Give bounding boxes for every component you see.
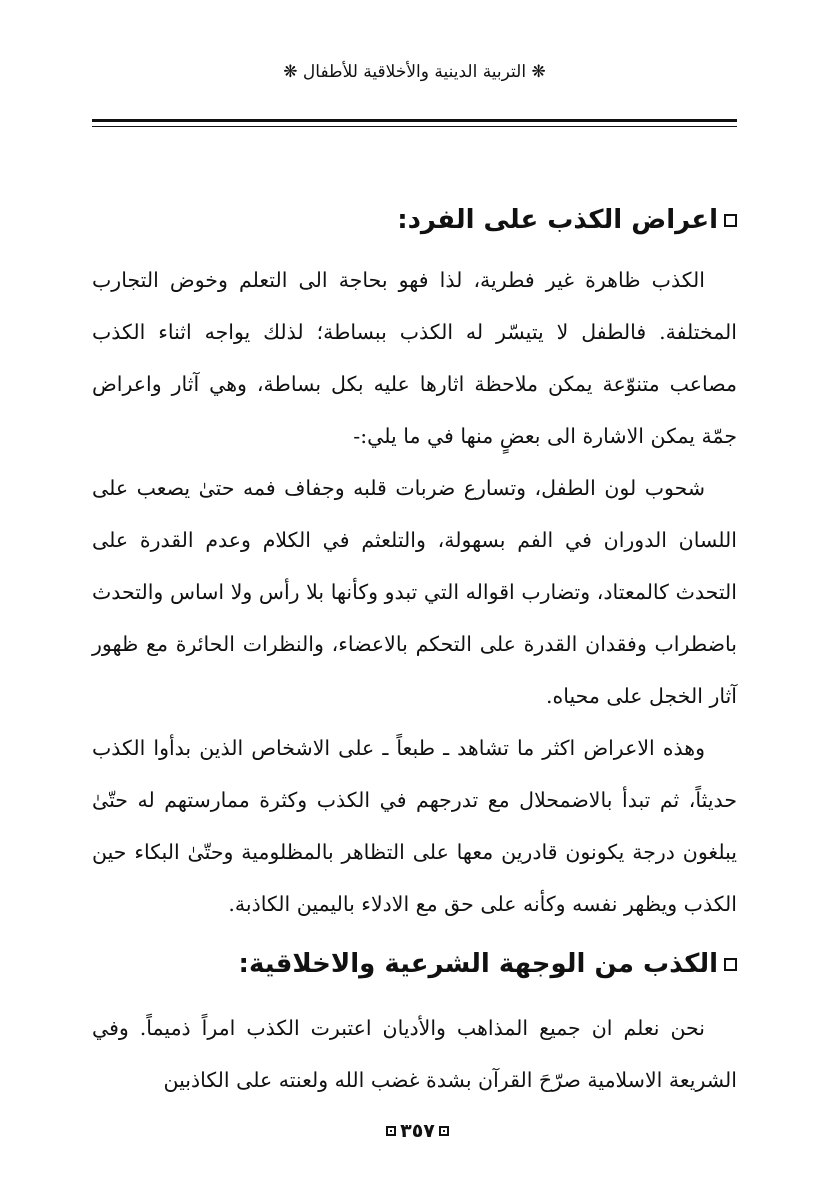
- square-bullet-icon: [724, 958, 737, 971]
- section-heading-text: اعراض الكذب على الفرد:: [397, 205, 718, 235]
- page-number: [0, 1120, 835, 1142]
- paragraph: نحن نعلم ان جميع المذاهب والأديان اعتبرت الكذب امراً ذميماً. وفي الشريعة الاسلامية صرّحَ القرآن بشدة غضب الله ولعنته على الكاذبين: [92, 1016, 737, 1092]
- header-rule-thick: [92, 119, 737, 122]
- header-rule-thin: [92, 126, 737, 127]
- page-body: [92, 190, 737, 1106]
- paragraph: الكذب ظاهرة غير فطرية، لذا فهو بحاجة الى التعلم وخوض التجارب المختلفة. فالطفل لا يتيسّر له الكذب ببساطة؛ لذلك يواجه اثناء الكذب مصاعب متنوّعة يمكن ملاحظة اثارها عليه بكل بساطة، وهي آثار واعراض جمّة يمكن الاشارة الى بعضٍ منها في ما يلي:-: [92, 268, 737, 448]
- paragraph: وهذه الاعراض اكثر ما تشاهد ـ طبعاً ـ على الاشخاص الذين بدأوا الكذب حديثاً، ثم تبدأ بالاضمحلال مع تدرجهم في الكذب وكثرة ممارستهم له حتّىٰ يبلغون درجة يكونون قادرين معها على التظاهر بالمظلومية وحتّىٰ البكاء حين الكذب ويظهر نفسه وكأنه على حق مع الادلاء باليمين الكاذبة.: [92, 736, 737, 916]
- section-heading: [92, 190, 737, 250]
- running-header: ❋ التربية الدينية والأخلاقية للأطفال ❋: [283, 62, 546, 82]
- square-dot-icon: [439, 1126, 449, 1136]
- page-number-text: ٣٥٧: [400, 1120, 435, 1142]
- section-heading-text: الكذب من الوجهة الشرعية والاخلاقية:: [238, 949, 718, 979]
- square-bullet-icon: [724, 214, 737, 227]
- section-heading: [92, 934, 737, 994]
- paragraph: شحوب لون الطفل، وتسارع ضربات قلبه وجفاف فمه حتىٰ يصعب على اللسان الدوران في الفم بسهولة، والتلعثم في الكلام وعدم القدرة على التحدث كالمعتاد، وتضارب اقواله التي تبدو وكأنها بلا رأس ولا اساس والتحدث باضطراب وفقدان القدرة على التحكم بالاعضاء، والنظرات الحائرة مع ظهور آثار الخجل على محياه.: [92, 476, 737, 708]
- square-dot-icon: [386, 1126, 396, 1136]
